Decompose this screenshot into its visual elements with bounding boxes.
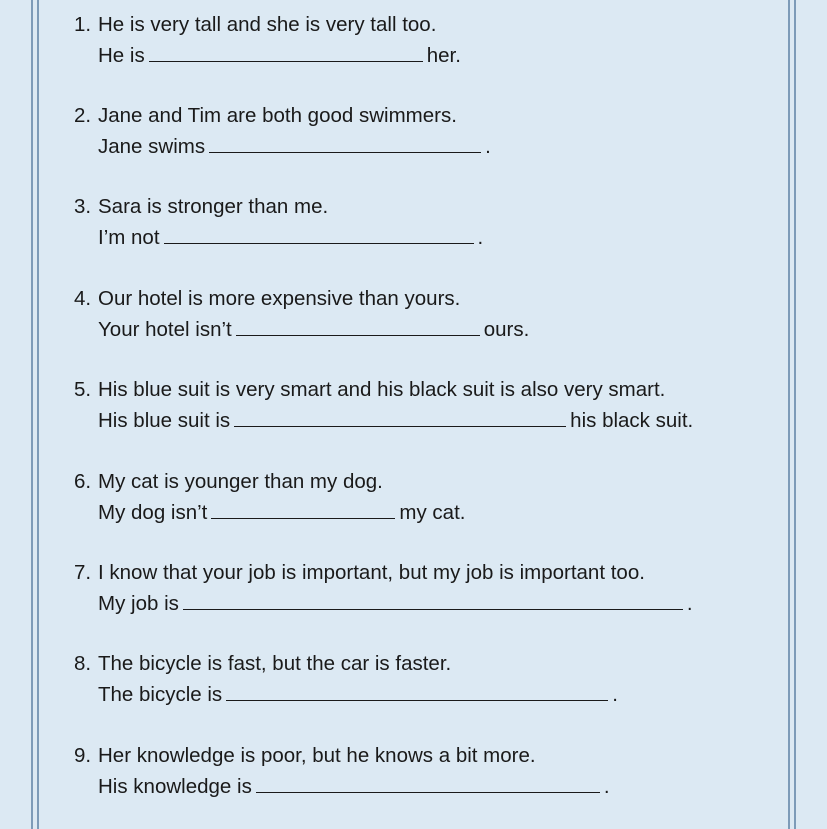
question-number: 1.	[74, 13, 92, 36]
question-number: 3.	[74, 195, 92, 218]
question-sentence: 7. I know that your job is important, but my job is important too.	[74, 561, 645, 584]
exercise-item-8	[40, 652, 787, 716]
answer-line	[98, 317, 529, 342]
answer-blank[interactable]	[234, 408, 566, 427]
right-border-outer	[794, 0, 796, 829]
left-border-inner	[37, 0, 39, 829]
exercise-item-9	[40, 744, 787, 808]
question-sentence: 9. Her knowledge is poor, but he knows a bit more.	[74, 744, 536, 767]
answer-blank[interactable]	[256, 774, 600, 793]
answer-ending: .	[477, 226, 484, 249]
answer-blank[interactable]	[149, 43, 423, 62]
answer-blank[interactable]	[211, 500, 395, 519]
right-border-inner	[788, 0, 790, 829]
question-sentence: 6. My cat is younger than my dog.	[74, 470, 383, 493]
answer-blank[interactable]	[183, 591, 683, 610]
answer-blank[interactable]	[236, 317, 480, 336]
answer-ending: .	[485, 135, 491, 158]
answer-line	[98, 591, 693, 616]
answer-prompt: My dog isn’t	[98, 501, 208, 524]
exercise-item-1	[40, 13, 787, 77]
left-border-outer	[31, 0, 33, 829]
question-number: 2.	[74, 104, 92, 127]
answer-prompt: His blue suit is	[98, 409, 231, 432]
answer-prompt: I’m not	[98, 226, 160, 249]
answer-line	[98, 682, 618, 707]
answer-prompt: Your hotel isn’t	[98, 318, 232, 341]
answer-line	[98, 500, 465, 525]
answer-line	[98, 43, 461, 68]
answer-line	[98, 408, 693, 433]
answer-prompt: Jane swims	[98, 135, 206, 158]
question-sentence: 2. Jane and Tim are both good swimmers.	[74, 104, 457, 127]
question-number: 9.	[74, 744, 92, 767]
exercise-item-6	[40, 470, 787, 534]
answer-blank[interactable]	[164, 225, 474, 244]
question-number: 5.	[74, 378, 92, 401]
answer-ending: ours.	[483, 318, 530, 341]
exercise-item-7	[40, 561, 787, 625]
answer-blank[interactable]	[209, 134, 481, 153]
question-sentence: 8. The bicycle is fast, but the car is faster.	[74, 652, 452, 675]
answer-ending: .	[686, 592, 693, 615]
answer-ending: .	[603, 775, 610, 798]
exercise-item-4	[40, 287, 787, 351]
answer-prompt: He is	[98, 44, 145, 67]
question-sentence: 4. Our hotel is more expensive than yours.	[74, 287, 461, 310]
answer-ending: .	[612, 683, 618, 706]
answer-prompt: His knowledge is	[98, 775, 252, 798]
answer-ending: my cat.	[399, 501, 466, 524]
question-number: 4.	[74, 287, 92, 310]
question-sentence: 5. His blue suit is very smart and his black suit is also very smart.	[74, 378, 666, 401]
answer-blank[interactable]	[226, 682, 608, 701]
question-number: 7.	[74, 561, 92, 584]
worksheet	[40, 0, 787, 829]
question-sentence: 1. He is very tall and she is very tall too.	[74, 13, 437, 36]
exercise-item-3	[40, 195, 787, 259]
question-number: 8.	[74, 652, 92, 675]
answer-prompt: My job is	[98, 592, 179, 615]
question-number: 6.	[74, 470, 92, 493]
answer-line	[98, 774, 610, 799]
answer-line	[98, 225, 483, 250]
answer-ending: her.	[426, 44, 461, 67]
answer-prompt: The bicycle is	[98, 683, 223, 706]
answer-line	[98, 134, 491, 159]
exercise-item-5	[40, 378, 787, 442]
exercise-item-2	[40, 104, 787, 168]
answer-ending: his black suit.	[570, 409, 694, 432]
question-sentence: 3. Sara is stronger than me.	[74, 195, 329, 218]
